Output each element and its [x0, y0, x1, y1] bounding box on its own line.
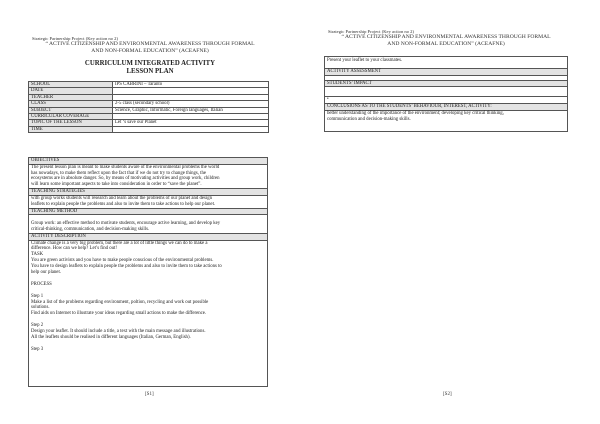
text-line: difference. How can we help? Let’s find out! [31, 246, 117, 252]
project-title-line-2: AND NON-FORMAL EDUCATION” (ACEAFNE) [387, 40, 505, 47]
text-line: All the leaflets should be realised in different languages (Italian, German, English). [31, 334, 191, 340]
project-title-line-2: AND NON-FORMAL EDUCATION” (ACEAFNE) [91, 47, 209, 54]
text-line: critical-thinking, communication, and decision-making skills. [31, 227, 150, 233]
heading-line-2: LESSON PLAN [126, 67, 174, 75]
task-heading: TASK [31, 252, 44, 258]
assessment-panel [324, 56, 568, 132]
text-line: Group work: an effective method to motivate students, encourage active learning, and develop key [31, 221, 221, 227]
info-value: Let ‘s save our Planet [113, 120, 269, 126]
project-title [326, 34, 566, 47]
text-line: has nowadays, to make them reflect upon the fact that if we do not try to change things, the [31, 170, 207, 176]
info-label: CURRICULAR COVERAGE [29, 114, 113, 120]
text-line: help our planet. [31, 270, 61, 276]
project-key-action: Strategic Partnership Project (Key action no 2) [32, 36, 118, 41]
page-number: [S2] [443, 392, 452, 397]
teaching-strategies-text [29, 196, 267, 208]
text-line: You are green activists and you have to make people conscious of the environmental problems. [31, 258, 214, 264]
info-value: IPS CABRINI – Taranto [113, 82, 269, 88]
info-label: DATE [29, 88, 113, 94]
info-label: TOPIC OF THE LESSON [29, 120, 113, 126]
lesson-info-table [28, 81, 269, 133]
info-value: 2-5 class (secondary school) [113, 101, 269, 107]
text-line: will learn some important aspects to take into consideration in order to “save the planet”. [31, 182, 202, 188]
page-number: [S1] [145, 392, 154, 397]
teaching-method-text [29, 215, 267, 233]
text-line: The present lesson plan is meant to make students aware of the environmental problems the world [31, 164, 220, 170]
activity-description-header: ACTIVITY DESCRIPTION [29, 233, 267, 241]
text-line: Make a list of the problems regarding environment, poltion, recycling and work out possible [31, 299, 209, 305]
text-line: leaflets to explain people the problems and also to invite them to take actions to help our planet. [31, 201, 216, 207]
text-line: better understanding of the importance of the environment; developing key critical thinking, [327, 110, 504, 116]
activity-description-text [29, 241, 267, 353]
text-line: solutions. [31, 305, 50, 311]
project-title [30, 41, 270, 54]
info-label: TEACHER [29, 94, 113, 100]
step-1-heading: Step 1 [31, 293, 44, 299]
students-impact-header: STUDENTS’ IMPACT [325, 80, 567, 88]
text-line: with group works students will research and learn about the problems of our planet and design [31, 195, 213, 201]
activity-assessment-header: ACTIVITY ASSESSMENT [325, 68, 567, 76]
info-label: SUBJECT [29, 107, 113, 113]
step-3-heading: Step 3 [31, 346, 44, 352]
lesson-details-panel [28, 157, 268, 387]
text-line: Climate change is a very big problem, but there are a lot of little things we can do to make a [31, 240, 208, 246]
conclusions-header: CONCLUSIONS AS TO THE STUDENTS’ BEHAVIOUR, INTEREST, ACTIVITY: [325, 103, 567, 111]
conclusions-text [325, 111, 567, 123]
text-line: ecosystems are in absolute danger. So, by means of motivating activities and group work, children [31, 176, 220, 182]
text-line: Design your leaflet. It should include a title, a text with the main message and illustrations. [31, 329, 206, 335]
heading-line-1: CURRICULUM INTEGRATED ACTIVITY [84, 60, 216, 67]
info-label: SCHOOL [29, 82, 113, 88]
info-value: Science, Graphic, Informatic, Foreign languages, Italian [113, 107, 269, 113]
text-line: You have to design leaflets to explain people the problems and also to invite them to take actions to [31, 264, 222, 270]
impact-bullet: • [325, 96, 567, 103]
project-key-action: Strategic Partnership Project (Key action no 2) [328, 29, 414, 34]
teaching-strategies-header: TEACHING STRATEGIES [29, 188, 267, 196]
info-value [113, 126, 269, 132]
info-label: CLASS [29, 101, 113, 107]
step-2-heading: Step 2 [31, 323, 44, 329]
objectives-text [29, 165, 267, 189]
info-row [29, 126, 269, 132]
present-leaflet-text: Present your leaflet to your classmates. [327, 58, 403, 63]
document-heading [0, 60, 300, 75]
project-title-line-1: “ ACTIVE CITIZENSHIP AND ENVIRONMENTAL AWARENESS THROUGH FORMAL [341, 34, 551, 40]
page-right [300, 0, 600, 424]
process-heading: PROCESS [31, 281, 52, 287]
info-label: TIME [29, 126, 113, 132]
text-line: communication and decision-making skills. [327, 116, 411, 122]
project-title-line-1: “ ACTIVE CITIZENSHIP AND ENVIRONMENTAL AWARENESS THROUGH FORMAL [45, 41, 255, 47]
teaching-method-header: TEACHING METHOD [29, 208, 267, 216]
objectives-header: OBJECTIVES [29, 158, 267, 165]
text-line: Find aids on Internet to illustrate your ideas regarding small actions to make the difference. [31, 311, 207, 317]
